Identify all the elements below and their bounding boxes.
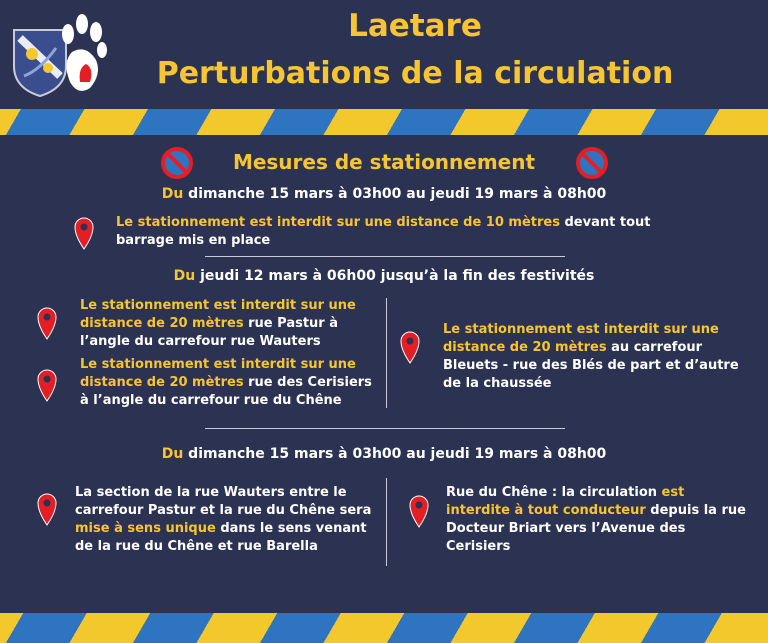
page-title: Laetare	[348, 8, 482, 44]
period-2-date: Du jeudi 12 mars à 06h00 jusqu’à la fin des festivités	[173, 268, 595, 284]
section-title: Mesures de stationnement	[232, 150, 536, 174]
divider	[205, 428, 565, 429]
period-2-right-item: Le stationnement est interdit sur une distance de 20 mètres au carrefour Bleuets - rue des Blés de part et d’autre de la chaussée	[443, 322, 739, 391]
map-pin-icon	[408, 494, 430, 528]
page-subtitle: Perturbations de la circulation	[156, 56, 674, 91]
period-3-left-item: La section de la rue Wauters entre le carrefour Pastur et la rue du Chêne sera mise à sens unique dans le sens venant de la rue du Chêne et rue Barella	[75, 485, 372, 554]
period-1-item: Le stationnement est interdit sur une distance de 10 mètres devant tout barrage mis en place	[116, 215, 651, 248]
period-3-date: Du dimanche 15 mars à 03h00 au jeudi 19 mars à 08h00	[161, 446, 607, 462]
period-1-date: Du dimanche 15 mars à 03h00 au jeudi 19 mars à 08h00	[161, 186, 607, 202]
period-2-left-item-1: Le stationnement est interdit sur une distance de 20 mètres rue Pastur à l’angle du carrefour rue Wauters	[80, 298, 356, 349]
no-parking-icon	[575, 146, 609, 180]
column-divider	[386, 298, 387, 408]
hazard-stripe-bottom	[0, 613, 768, 643]
period-3-right-item: Rue du Chêne : la circulation est interdite à tout conducteur depuis la rue Docteur Briart vers l’Avenue des Cerisiers	[446, 485, 746, 554]
map-pin-icon	[36, 368, 58, 402]
map-pin-icon	[399, 330, 421, 364]
map-pin-icon	[36, 306, 58, 340]
column-divider	[386, 478, 387, 566]
hazard-stripe-top	[0, 109, 768, 135]
map-pin-icon	[36, 492, 58, 526]
period-2-left-item-2: Le stationnement est interdit sur une distance de 20 mètres rue des Cerisiers à l’angle du carrefour rue du Chêne	[80, 357, 372, 408]
divider	[205, 256, 565, 257]
map-pin-icon	[73, 216, 95, 250]
